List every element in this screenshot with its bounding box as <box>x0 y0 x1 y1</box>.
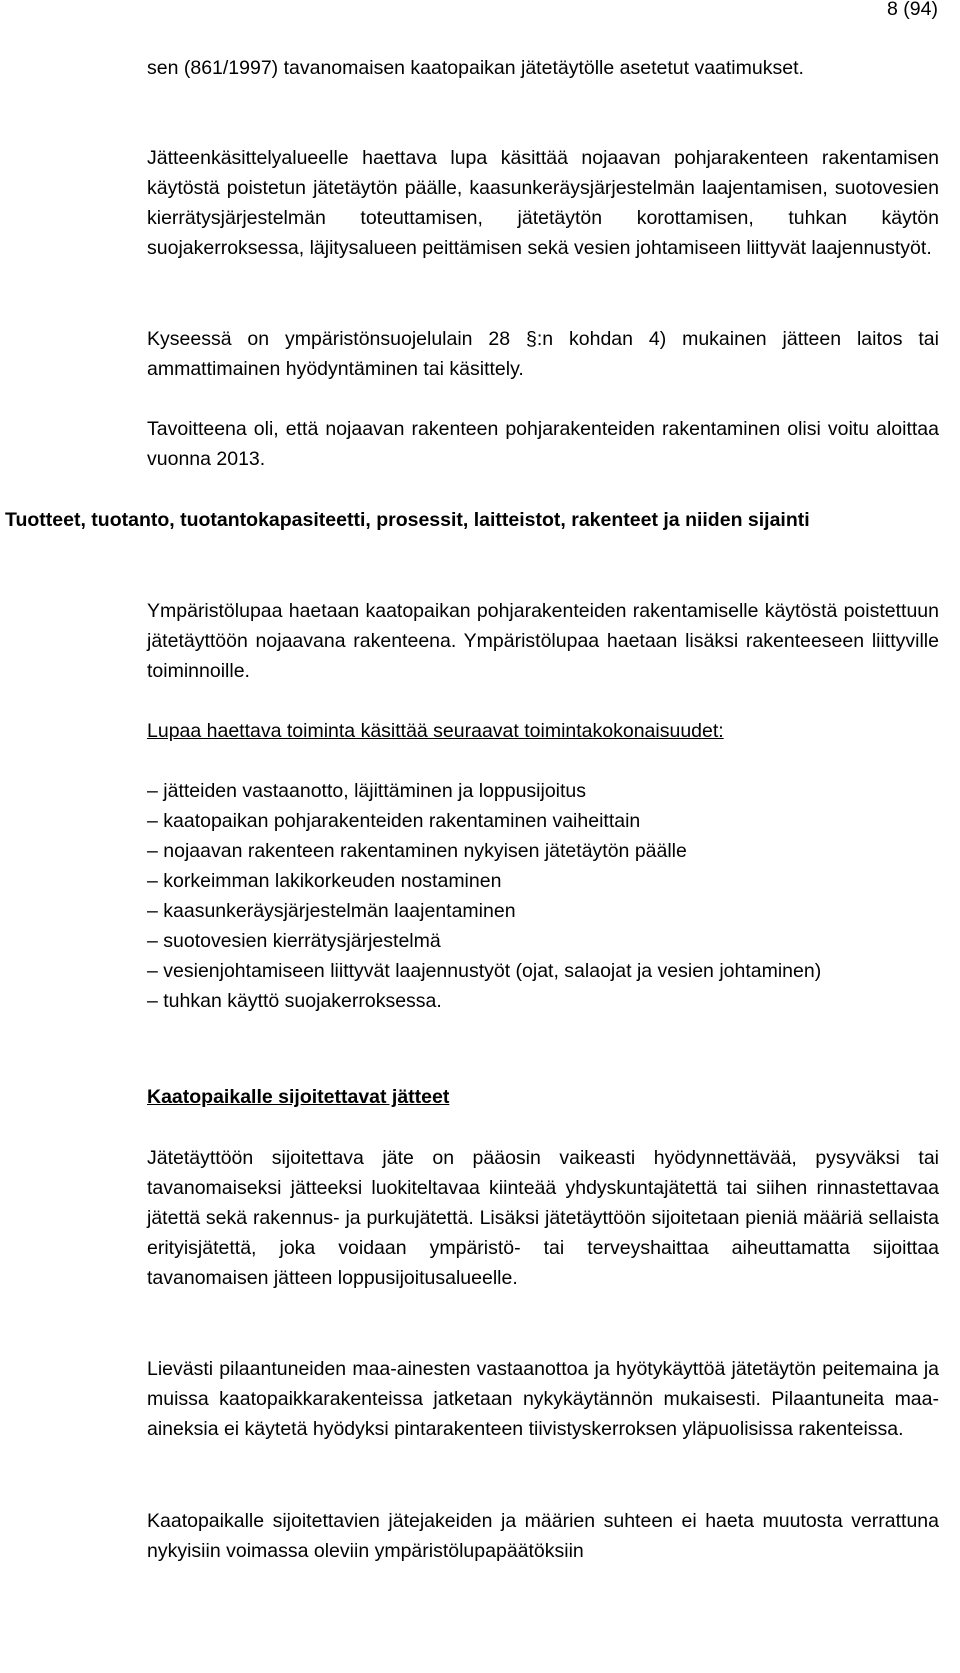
section-heading-products: Tuotteet, tuotanto, tuotantokapasiteetti, prosessit, laitteistot, rakenteet ja niiden sijainti <box>5 509 810 531</box>
paragraph-goal: Tavoitteena oli, että nojaavan rakenteen pohjarakenteiden rakentaminen olisi voitu aloittaa vuonna 2013. <box>147 418 939 470</box>
activity-list <box>147 776 939 1016</box>
paragraph-continuation: sen (861/1997) tavanomaisen kaatopaikan jätetäytölle asetetut vaatimukset. <box>147 57 804 79</box>
list-item: – suotovesien kierrätysjärjestelmä <box>147 930 441 952</box>
paragraph-waste-3: Kaatopaikalle sijoitettavien jätejakeiden ja määrien suhteen ei haeta muutosta verrattuna nykyisiin voimassa oleviin ympäristölupapäätöksiin <box>147 1510 939 1562</box>
paragraph-law: Kyseessä on ympäristönsuojelulain 28 §:n kohdan 4) mukainen jätteen laitos tai ammattimainen hyödyntäminen tai käsittely. <box>147 328 939 380</box>
list-item: – tuhkan käyttö suojakerroksessa. <box>147 990 442 1012</box>
list-item: – kaasunkeräysjärjestelmän laajentaminen <box>147 900 516 922</box>
paragraph-scope: Jätteenkäsittelyalueelle haettava lupa käsittää nojaavan pohjarakenteen rakentamisen käytöstä poistetun jätetäytön päälle, kaasunkeräysjärjestelmän laajentamisen, suotovesien kierrätysjärjestelmän toteuttamisen, jätetäytön korottamisen, tuhkan käytön suojakerroksessa, läjitysalueen peittämisen sekä vesien johtamiseen liittyvät laajennustyöt. <box>147 147 939 259</box>
list-item: – kaatopaikan pohjarakenteiden rakentaminen vaiheittain <box>147 810 641 832</box>
page-number: 8 (94) <box>887 0 938 20</box>
paragraph-permit: Ympäristölupaa haetaan kaatopaikan pohjarakenteiden rakentamiselle käytöstä poistettuun jätetäyttöön nojaavana rakenteena. Ympäristölupaa haetaan lisäksi rakenteeseen liittyville toiminnoille. <box>147 600 939 682</box>
list-item: – vesienjohtamiseen liittyvät laajennustyöt (ojat, salaojat ja vesien johtaminen) <box>147 960 822 982</box>
list-item: – jätteiden vastaanotto, läjittäminen ja loppusijoitus <box>147 780 587 802</box>
list-item: – korkeimman lakikorkeuden nostaminen <box>147 870 502 892</box>
paragraph-waste-2: Lievästi pilaantuneiden maa-ainesten vastaanottoa ja hyötykäyttöä jätetäytön peitemaina ja muissa kaatopaikkarakenteissa jatketaan nykykäytännön mukaisesti. Pilaantuneita maa-aineksia ei käytetä hyödyksi pintarakenteen tiivistyskerroksen yläpuolisissa rakenteissa. <box>147 1358 939 1440</box>
paragraph-waste-1: Jätetäyttöön sijoitettava jäte on pääosin vaikeasti hyödynnettävää, pysyväksi tai tavanomaiseksi jätteeksi luokiteltavaa kiinteää yhdyskuntajätettä tai siihen rinnastettavaa jätettä sekä rakennus- ja purkujätettä. Lisäksi jätetäyttöön sijoitetaan pieniä määriä sellaista erityisjätettä, joka voidaan ympäristö- tai terveyshaittaa aiheuttamatta sijoittaa tavanomaisen jätteen loppusijoitusalueelle. <box>147 1147 939 1289</box>
list-item: – nojaavan rakenteen rakentaminen nykyisen jätetäytön päälle <box>147 840 687 862</box>
paragraph-list-intro: Lupaa haettava toiminta käsittää seuraavat toimintakokonaisuudet: <box>147 720 724 742</box>
subheading-waste: Kaatopaikalle sijoitettavat jätteet <box>147 1086 450 1108</box>
